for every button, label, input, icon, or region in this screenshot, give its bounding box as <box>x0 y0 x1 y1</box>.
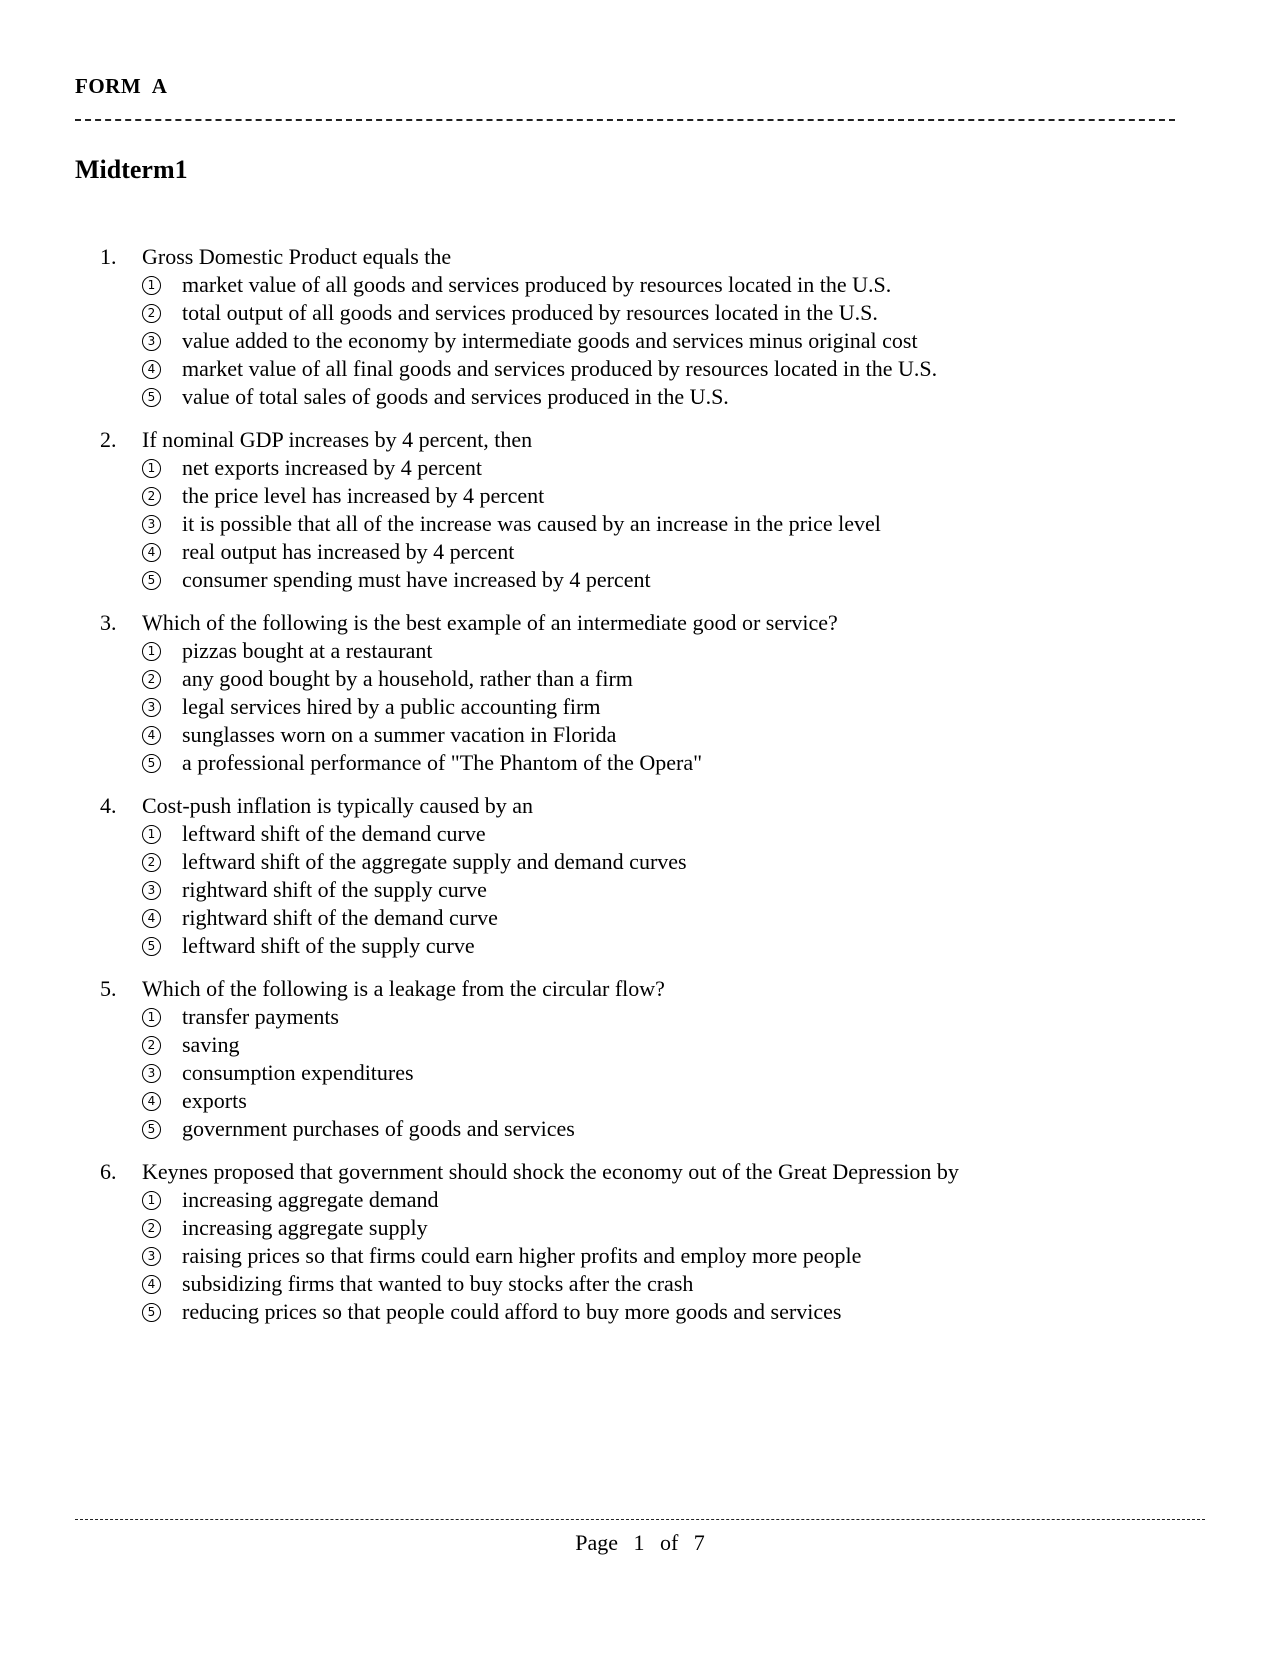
answer-text: total output of all goods and services produced by resources located in the U.S. <box>182 300 878 325</box>
answer-option[interactable] <box>142 1003 1220 1031</box>
answer-text: legal services hired by a public accounting firm <box>182 694 601 719</box>
answer-text: rightward shift of the demand curve <box>182 905 498 930</box>
answer-bubble-icon[interactable]: 3 <box>142 881 161 900</box>
answer-options <box>142 1186 1220 1326</box>
answer-text: consumption expenditures <box>182 1060 414 1085</box>
answer-option[interactable] <box>142 566 1220 594</box>
answer-option[interactable] <box>142 383 1220 411</box>
answer-option[interactable] <box>142 1031 1220 1059</box>
answer-text: market value of all goods and services produced by resources located in the U.S. <box>182 272 892 297</box>
question-number: 1. <box>100 244 117 269</box>
page-word: Page <box>575 1530 618 1555</box>
answer-option[interactable] <box>142 1270 1220 1298</box>
bottom-divider <box>75 1519 1205 1520</box>
answer-option[interactable] <box>142 876 1220 904</box>
question-stem <box>100 792 1220 820</box>
answer-text: consumer spending must have increased by 4 percent <box>182 567 651 592</box>
answer-option[interactable] <box>142 355 1220 383</box>
answer-text: exports <box>182 1088 247 1113</box>
top-divider <box>75 119 1175 121</box>
question-text: If nominal GDP increases by 4 percent, then <box>142 427 533 452</box>
answer-text: value added to the economy by intermediate goods and services minus original cost <box>182 328 918 353</box>
answer-text: increasing aggregate demand <box>182 1187 439 1212</box>
answer-option[interactable] <box>142 1298 1220 1326</box>
answer-option[interactable] <box>142 1087 1220 1115</box>
answer-text: transfer payments <box>182 1004 339 1029</box>
answer-option[interactable] <box>142 1242 1220 1270</box>
question-text: Which of the following is a leakage from the circular flow? <box>142 976 665 1001</box>
answer-bubble-icon[interactable]: 4 <box>142 1092 161 1111</box>
answer-bubble-icon[interactable]: 5 <box>142 754 161 773</box>
answer-bubble-icon[interactable]: 4 <box>142 543 161 562</box>
answer-bubble-icon[interactable]: 1 <box>142 276 161 295</box>
answer-text: real output has increased by 4 percent <box>182 539 515 564</box>
answer-option[interactable] <box>142 299 1220 327</box>
answer-bubble-icon[interactable]: 2 <box>142 670 161 689</box>
total-pages: 7 <box>693 1530 705 1555</box>
question-item <box>100 1158 1220 1326</box>
answer-bubble-icon[interactable]: 1 <box>142 825 161 844</box>
question-number: 4. <box>100 793 117 818</box>
answer-text: rightward shift of the supply curve <box>182 877 487 902</box>
answer-option[interactable] <box>142 904 1220 932</box>
answer-bubble-icon[interactable]: 4 <box>142 360 161 379</box>
answer-bubble-icon[interactable]: 1 <box>142 1008 161 1027</box>
answer-bubble-icon[interactable]: 4 <box>142 1275 161 1294</box>
answer-bubble-icon[interactable]: 5 <box>142 1303 161 1322</box>
answer-option[interactable] <box>142 271 1220 299</box>
answer-bubble-icon[interactable]: 5 <box>142 571 161 590</box>
answer-text: pizzas bought at a restaurant <box>182 638 433 663</box>
answer-text: market value of all final goods and services produced by resources located in the U.S. <box>182 356 938 381</box>
answer-text: it is possible that all of the increase was caused by an increase in the price level <box>182 511 881 536</box>
answer-option[interactable] <box>142 693 1220 721</box>
form-label: FORM A <box>75 74 168 98</box>
of-word: of <box>659 1530 679 1555</box>
question-number: 5. <box>100 976 117 1001</box>
answer-text: net exports increased by 4 percent <box>182 455 482 480</box>
question-stem <box>100 1158 1220 1186</box>
answer-options <box>142 637 1220 777</box>
answer-text: saving <box>182 1032 240 1057</box>
question-stem <box>100 975 1220 1003</box>
question-item <box>100 426 1220 594</box>
answer-options <box>142 820 1220 960</box>
answer-text: subsidizing firms that wanted to buy stocks after the crash <box>182 1271 694 1296</box>
answer-text: increasing aggregate supply <box>182 1215 428 1240</box>
answer-option[interactable] <box>142 665 1220 693</box>
answer-options <box>142 271 1220 411</box>
answer-bubble-icon[interactable]: 3 <box>142 1247 161 1266</box>
question-text: Cost-push inflation is typically caused by an <box>142 793 534 818</box>
answer-option[interactable] <box>142 327 1220 355</box>
answer-text: leftward shift of the demand curve <box>182 821 486 846</box>
question-number: 3. <box>100 610 117 635</box>
question-item <box>100 975 1220 1143</box>
answer-bubble-icon[interactable]: 4 <box>142 726 161 745</box>
answer-option[interactable] <box>142 848 1220 876</box>
answer-bubble-icon[interactable]: 3 <box>142 515 161 534</box>
answer-bubble-icon[interactable]: 5 <box>142 937 161 956</box>
answer-bubble-icon[interactable]: 2 <box>142 853 161 872</box>
answer-option[interactable] <box>142 510 1220 538</box>
answer-bubble-icon[interactable]: 2 <box>142 1219 161 1238</box>
question-number: 6. <box>100 1159 117 1184</box>
answer-option[interactable] <box>142 637 1220 665</box>
answer-option[interactable] <box>142 1115 1220 1143</box>
answer-bubble-icon[interactable]: 3 <box>142 1064 161 1083</box>
page-number: 1 <box>633 1530 645 1555</box>
answer-text: sunglasses worn on a summer vacation in Florida <box>182 722 617 747</box>
question-text: Gross Domestic Product equals the <box>142 244 452 269</box>
answer-bubble-icon[interactable]: 3 <box>142 332 161 351</box>
answer-bubble-icon[interactable]: 2 <box>142 487 161 506</box>
question-stem <box>100 243 1220 271</box>
answer-text: any good bought by a household, rather than a firm <box>182 666 633 691</box>
answer-option[interactable] <box>142 1059 1220 1087</box>
answer-bubble-icon[interactable]: 1 <box>142 459 161 478</box>
answer-bubble-icon[interactable]: 5 <box>142 388 161 407</box>
answer-text: reducing prices so that people could afford to buy more goods and services <box>182 1299 842 1324</box>
answer-bubble-icon[interactable]: 1 <box>142 642 161 661</box>
answer-text: leftward shift of the supply curve <box>182 933 475 958</box>
question-item <box>100 243 1220 411</box>
answer-text: leftward shift of the aggregate supply and demand curves <box>182 849 687 874</box>
answer-options <box>142 1003 1220 1143</box>
answer-option[interactable] <box>142 454 1220 482</box>
answer-text: value of total sales of goods and services produced in the U.S. <box>182 384 729 409</box>
answer-bubble-icon[interactable]: 1 <box>142 1191 161 1210</box>
question-text: Which of the following is the best example of an intermediate good or service? <box>142 610 838 635</box>
answer-option[interactable] <box>142 932 1220 960</box>
answer-text: government purchases of goods and services <box>182 1116 575 1141</box>
question-item <box>100 609 1220 777</box>
answer-bubble-icon[interactable]: 2 <box>142 1036 161 1055</box>
answer-option[interactable] <box>142 820 1220 848</box>
answer-option[interactable] <box>142 721 1220 749</box>
answer-option[interactable] <box>142 1214 1220 1242</box>
question-stem <box>100 426 1220 454</box>
question-list <box>100 243 1220 1341</box>
question-text: Keynes proposed that government should shock the economy out of the Great Depression by <box>142 1159 959 1184</box>
page-title: Midterm1 <box>75 155 188 184</box>
answer-option[interactable] <box>142 538 1220 566</box>
answer-bubble-icon[interactable]: 2 <box>142 304 161 323</box>
answer-options <box>142 454 1220 594</box>
answer-text: raising prices so that firms could earn higher profits and employ more people <box>182 1243 862 1268</box>
answer-text: the price level has increased by 4 percent <box>182 483 545 508</box>
question-item <box>100 792 1220 960</box>
page-footer <box>0 1530 1280 1556</box>
answer-text: a professional performance of "The Phantom of the Opera" <box>182 750 703 775</box>
answer-option[interactable] <box>142 482 1220 510</box>
answer-bubble-icon[interactable]: 4 <box>142 909 161 928</box>
answer-option[interactable] <box>142 749 1220 777</box>
answer-bubble-icon[interactable]: 3 <box>142 698 161 717</box>
answer-bubble-icon[interactable]: 5 <box>142 1120 161 1139</box>
answer-option[interactable] <box>142 1186 1220 1214</box>
question-number: 2. <box>100 427 117 452</box>
question-stem <box>100 609 1220 637</box>
